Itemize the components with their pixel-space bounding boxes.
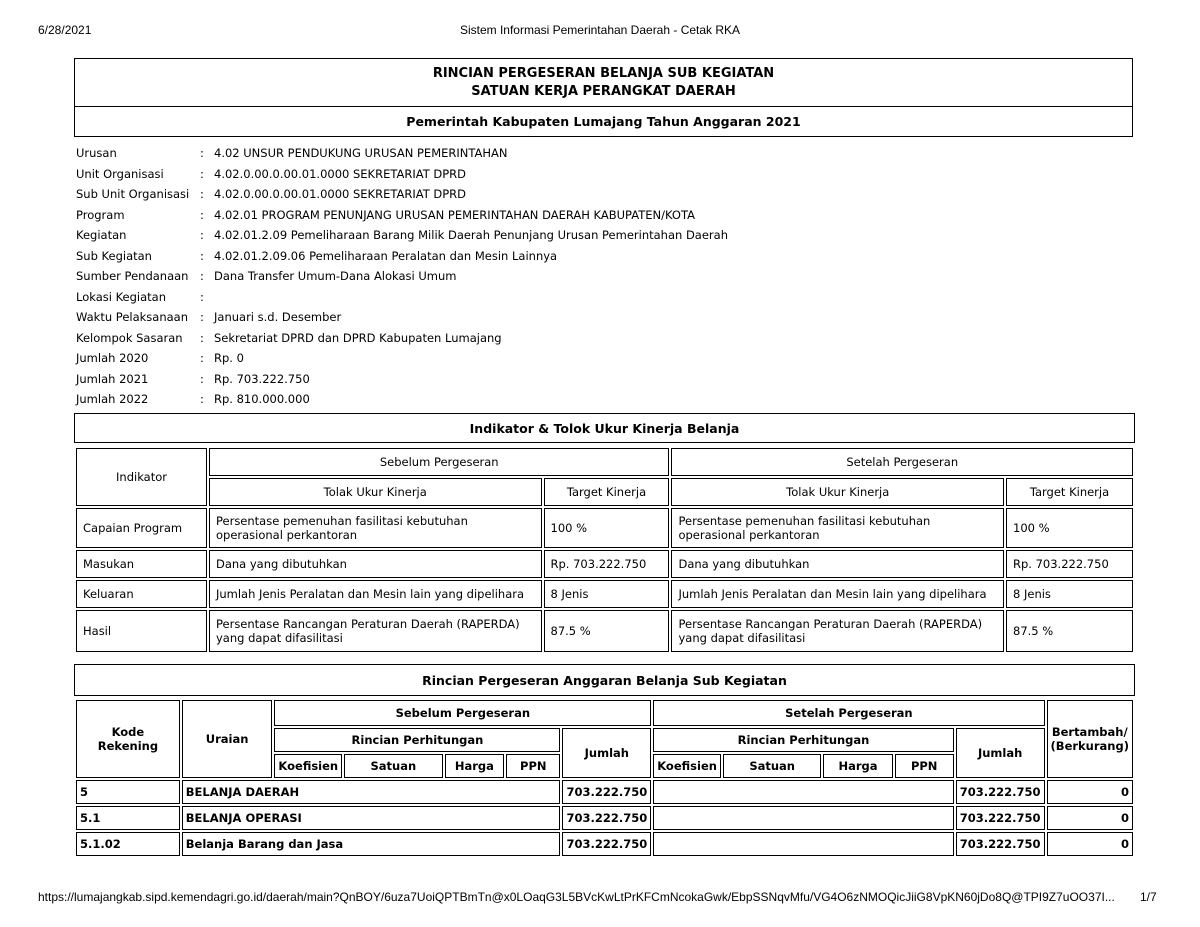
info-row: Urusan : 4.02 UNSUR PENDUKUNG URUSAN PEMERINTAHAN xyxy=(76,146,508,161)
selisih: 0 xyxy=(1047,832,1133,856)
header-sebelum: Sebelum Pergeseran xyxy=(274,700,651,726)
info-value: 4.02.01.2.09 Pemeliharaan Barang Milik Daerah Penunjang Urusan Pemerintahan Daerah xyxy=(214,228,728,243)
tolok-before: Persentase Rancangan Peraturan Daerah (RAPERDA) yang dapat difasilitasi xyxy=(209,610,542,652)
document-title-box xyxy=(74,58,1133,107)
tolok-after: Jumlah Jenis Peralatan dan Mesin lain yang dipelihara xyxy=(671,580,1004,608)
header-satuan-before: Satuan xyxy=(344,754,442,778)
info-label: Kegiatan xyxy=(76,228,127,243)
info-row: Sub Kegiatan : 4.02.01.2.09.06 Pemeliharaan Peralatan dan Mesin Lainnya xyxy=(76,248,558,263)
info-row: Jumlah 2022 : Rp. 810.000.000 xyxy=(76,392,310,407)
info-row: Jumlah 2021 : Rp. 703.222.750 xyxy=(76,371,310,386)
header-indikator: Indikator xyxy=(76,448,207,506)
tolok-before: Dana yang dibutuhkan xyxy=(209,550,542,578)
info-label: Sub Kegiatan xyxy=(76,248,152,263)
rincian-after-empty xyxy=(653,832,954,856)
target-before: Rp. 703.222.750 xyxy=(544,550,670,578)
info-label: Jumlah 2020 xyxy=(76,351,149,366)
header-satuan-after: Satuan xyxy=(723,754,821,778)
page-number: 1/7 xyxy=(1140,890,1157,904)
table-row xyxy=(76,478,1133,506)
info-value: Sekretariat DPRD dan DPRD Kabupaten Lumajang xyxy=(214,330,502,345)
indikator-name: Capaian Program xyxy=(76,508,207,548)
header-target-after: Target Kinerja xyxy=(1006,478,1133,506)
rincian-after-empty xyxy=(653,780,954,804)
table-row xyxy=(76,550,1133,578)
target-before: 87.5 % xyxy=(544,610,670,652)
info-row: Program : 4.02.01 PROGRAM PENUNJANG URUSAN PEMERINTAHAN DAERAH KABUPATEN/KOTA xyxy=(76,207,695,222)
info-label: Program xyxy=(76,207,125,222)
kode-rekening: 5 xyxy=(76,780,180,804)
indikator-name: Masukan xyxy=(76,550,207,578)
header-setelah: Setelah Pergeseran xyxy=(671,448,1133,476)
print-date: 6/28/2021 xyxy=(38,23,92,37)
kode-rekening: 5.1 xyxy=(76,806,180,830)
header-target-before: Target Kinerja xyxy=(544,478,670,506)
kode-rekening: 5.1.02 xyxy=(76,832,180,856)
info-value: 4.02.0.00.0.00.01.0000 SEKRETARIAT DPRD xyxy=(214,187,467,202)
table-row xyxy=(76,806,1133,830)
info-row: Sub Unit Organisasi : 4.02.0.00.0.00.01.0000 SEKRETARIAT DPRD xyxy=(76,187,467,202)
header-jumlah-before: Jumlah xyxy=(562,728,651,778)
table-row xyxy=(76,508,1133,548)
info-block xyxy=(76,143,728,410)
uraian: BELANJA DAERAH xyxy=(182,780,561,804)
info-value: 4.02.01.2.09.06 Pemeliharaan Peralatan dan Mesin Lainnya xyxy=(214,248,558,263)
info-row: Waktu Pelaksanaan : Januari s.d. Desember xyxy=(76,310,342,325)
info-value: Rp. 0 xyxy=(214,351,244,366)
print-url: https://lumajangkab.sipd.kemendagri.go.id/daerah/main?QnBOY/6uza7UoiQPTBmTn@x0LOaqG3L5BVcKwLtPrKFCmNcokaGwk/EbpSSNqvMfu/VG4O6zNMOQicJiiG8VpKN60jDo8Q@TPI9Z7uOO37I... xyxy=(38,890,1115,904)
info-value: Rp. 703.222.750 xyxy=(214,371,310,386)
info-row: Kelompok Sasaran : Sekretariat DPRD dan DPRD Kabupaten Lumajang xyxy=(76,330,502,345)
info-value: Januari s.d. Desember xyxy=(214,310,342,325)
header-ppn-before: PPN xyxy=(506,754,560,778)
indikator-name: Keluaran xyxy=(76,580,207,608)
indikator-table xyxy=(74,446,1135,654)
table-row xyxy=(76,700,1133,726)
table-row xyxy=(76,780,1133,804)
target-before: 100 % xyxy=(544,508,670,548)
indikator-name: Hasil xyxy=(76,610,207,652)
tolok-before: Persentase pemenuhan fasilitasi kebutuhan operasional perkantoran xyxy=(209,508,542,548)
tolok-before: Jumlah Jenis Peralatan dan Mesin lain yang dipelihara xyxy=(209,580,542,608)
header-ppn-after: PPN xyxy=(895,754,954,778)
info-value: 4.02.01 PROGRAM PENUNJANG URUSAN PEMERINTAHAN DAERAH KABUPATEN/KOTA xyxy=(214,207,695,222)
info-label: Urusan xyxy=(76,146,117,161)
header-koef-after: Koefisien xyxy=(653,754,721,778)
info-label: Jumlah 2022 xyxy=(76,392,149,407)
table-row xyxy=(76,580,1133,608)
jumlah-after: 703.222.750 xyxy=(956,806,1045,830)
uraian: Belanja Barang dan Jasa xyxy=(182,832,561,856)
info-label: Lokasi Kegiatan xyxy=(76,289,167,304)
info-row: Sumber Pendanaan : Dana Transfer Umum-Dana Alokasi Umum xyxy=(76,269,457,284)
header-tolok-before: Tolak Ukur Kinerja xyxy=(209,478,542,506)
selisih: 0 xyxy=(1047,780,1133,804)
tolok-after: Persentase Rancangan Peraturan Daerah (RAPERDA) yang dapat difasilitasi xyxy=(671,610,1004,652)
info-value: 4.02.0.00.0.00.01.0000 SEKRETARIAT DPRD xyxy=(214,166,467,181)
target-after: 87.5 % xyxy=(1006,610,1133,652)
rincian-after-empty xyxy=(653,806,954,830)
info-label: Jumlah 2021 xyxy=(76,371,149,386)
rincian-table xyxy=(74,698,1135,858)
target-after: 100 % xyxy=(1006,508,1133,548)
tolok-after: Persentase pemenuhan fasilitasi kebutuhan operasional perkantoran xyxy=(671,508,1004,548)
info-value: 4.02 UNSUR PENDUKUNG URUSAN PEMERINTAHAN xyxy=(214,146,508,161)
table-row xyxy=(76,448,1133,476)
jumlah-after: 703.222.750 xyxy=(956,832,1045,856)
info-label: Waktu Pelaksanaan xyxy=(76,310,189,325)
info-label: Kelompok Sasaran xyxy=(76,330,183,345)
jumlah-before: 703.222.750 xyxy=(562,832,651,856)
header-sebelum: Sebelum Pergeseran xyxy=(209,448,669,476)
header-tolok-after: Tolak Ukur Kinerja xyxy=(671,478,1004,506)
document-title-line2: SATUAN KERJA PERANGKAT DAERAH xyxy=(471,84,736,99)
rincian-section-title: Rincian Pergeseran Anggaran Belanja Sub Kegiatan xyxy=(74,664,1135,696)
tolok-after: Dana yang dibutuhkan xyxy=(671,550,1004,578)
info-value: Dana Transfer Umum-Dana Alokasi Umum xyxy=(214,269,457,284)
jumlah-after: 703.222.750 xyxy=(956,780,1045,804)
info-row: Unit Organisasi : 4.02.0.00.0.00.01.0000 SEKRETARIAT DPRD xyxy=(76,166,467,181)
jumlah-before: 703.222.750 xyxy=(562,806,651,830)
header-kode: Kode Rekening xyxy=(76,700,180,778)
header-harga-after: Harga xyxy=(823,754,892,778)
uraian: BELANJA OPERASI xyxy=(182,806,561,830)
info-row: Jumlah 2020 : Rp. 0 xyxy=(76,351,244,366)
header-koef-before: Koefisien xyxy=(274,754,342,778)
info-value: Rp. 810.000.000 xyxy=(214,392,310,407)
target-after: 8 Jenis xyxy=(1006,580,1133,608)
header-uraian: Uraian xyxy=(182,700,273,778)
table-row xyxy=(76,610,1133,652)
print-title: Sistem Informasi Pemerintahan Daerah - Cetak RKA xyxy=(459,23,741,37)
header-rincian-after: Rincian Perhitungan xyxy=(653,728,954,752)
document-subtitle: Pemerintah Kabupaten Lumajang Tahun Anggaran 2021 xyxy=(74,106,1133,137)
header-rincian-before: Rincian Perhitungan xyxy=(274,728,560,752)
selisih: 0 xyxy=(1047,806,1133,830)
table-row xyxy=(76,832,1133,856)
target-before: 8 Jenis xyxy=(544,580,670,608)
info-row: Kegiatan : 4.02.01.2.09 Pemeliharaan Barang Milik Daerah Penunjang Urusan Pemerintahan Daerah xyxy=(76,228,728,243)
info-label: Unit Organisasi xyxy=(76,166,164,181)
target-after: Rp. 703.222.750 xyxy=(1006,550,1133,578)
header-jumlah-after: Jumlah xyxy=(956,728,1045,778)
info-row: Lokasi Kegiatan : xyxy=(76,289,204,304)
header-setelah: Setelah Pergeseran xyxy=(653,700,1044,726)
info-label: Sumber Pendanaan xyxy=(76,269,189,284)
header-bertambah: Bertambah/ (Berkurang) xyxy=(1047,700,1133,778)
info-label: Sub Unit Organisasi xyxy=(76,187,190,202)
header-harga-before: Harga xyxy=(445,754,505,778)
document-title-line1: RINCIAN PERGESERAN BELANJA SUB KEGIATAN xyxy=(432,66,775,81)
jumlah-before: 703.222.750 xyxy=(562,780,651,804)
indikator-section-title: Indikator & Tolok Ukur Kinerja Belanja xyxy=(74,413,1135,443)
